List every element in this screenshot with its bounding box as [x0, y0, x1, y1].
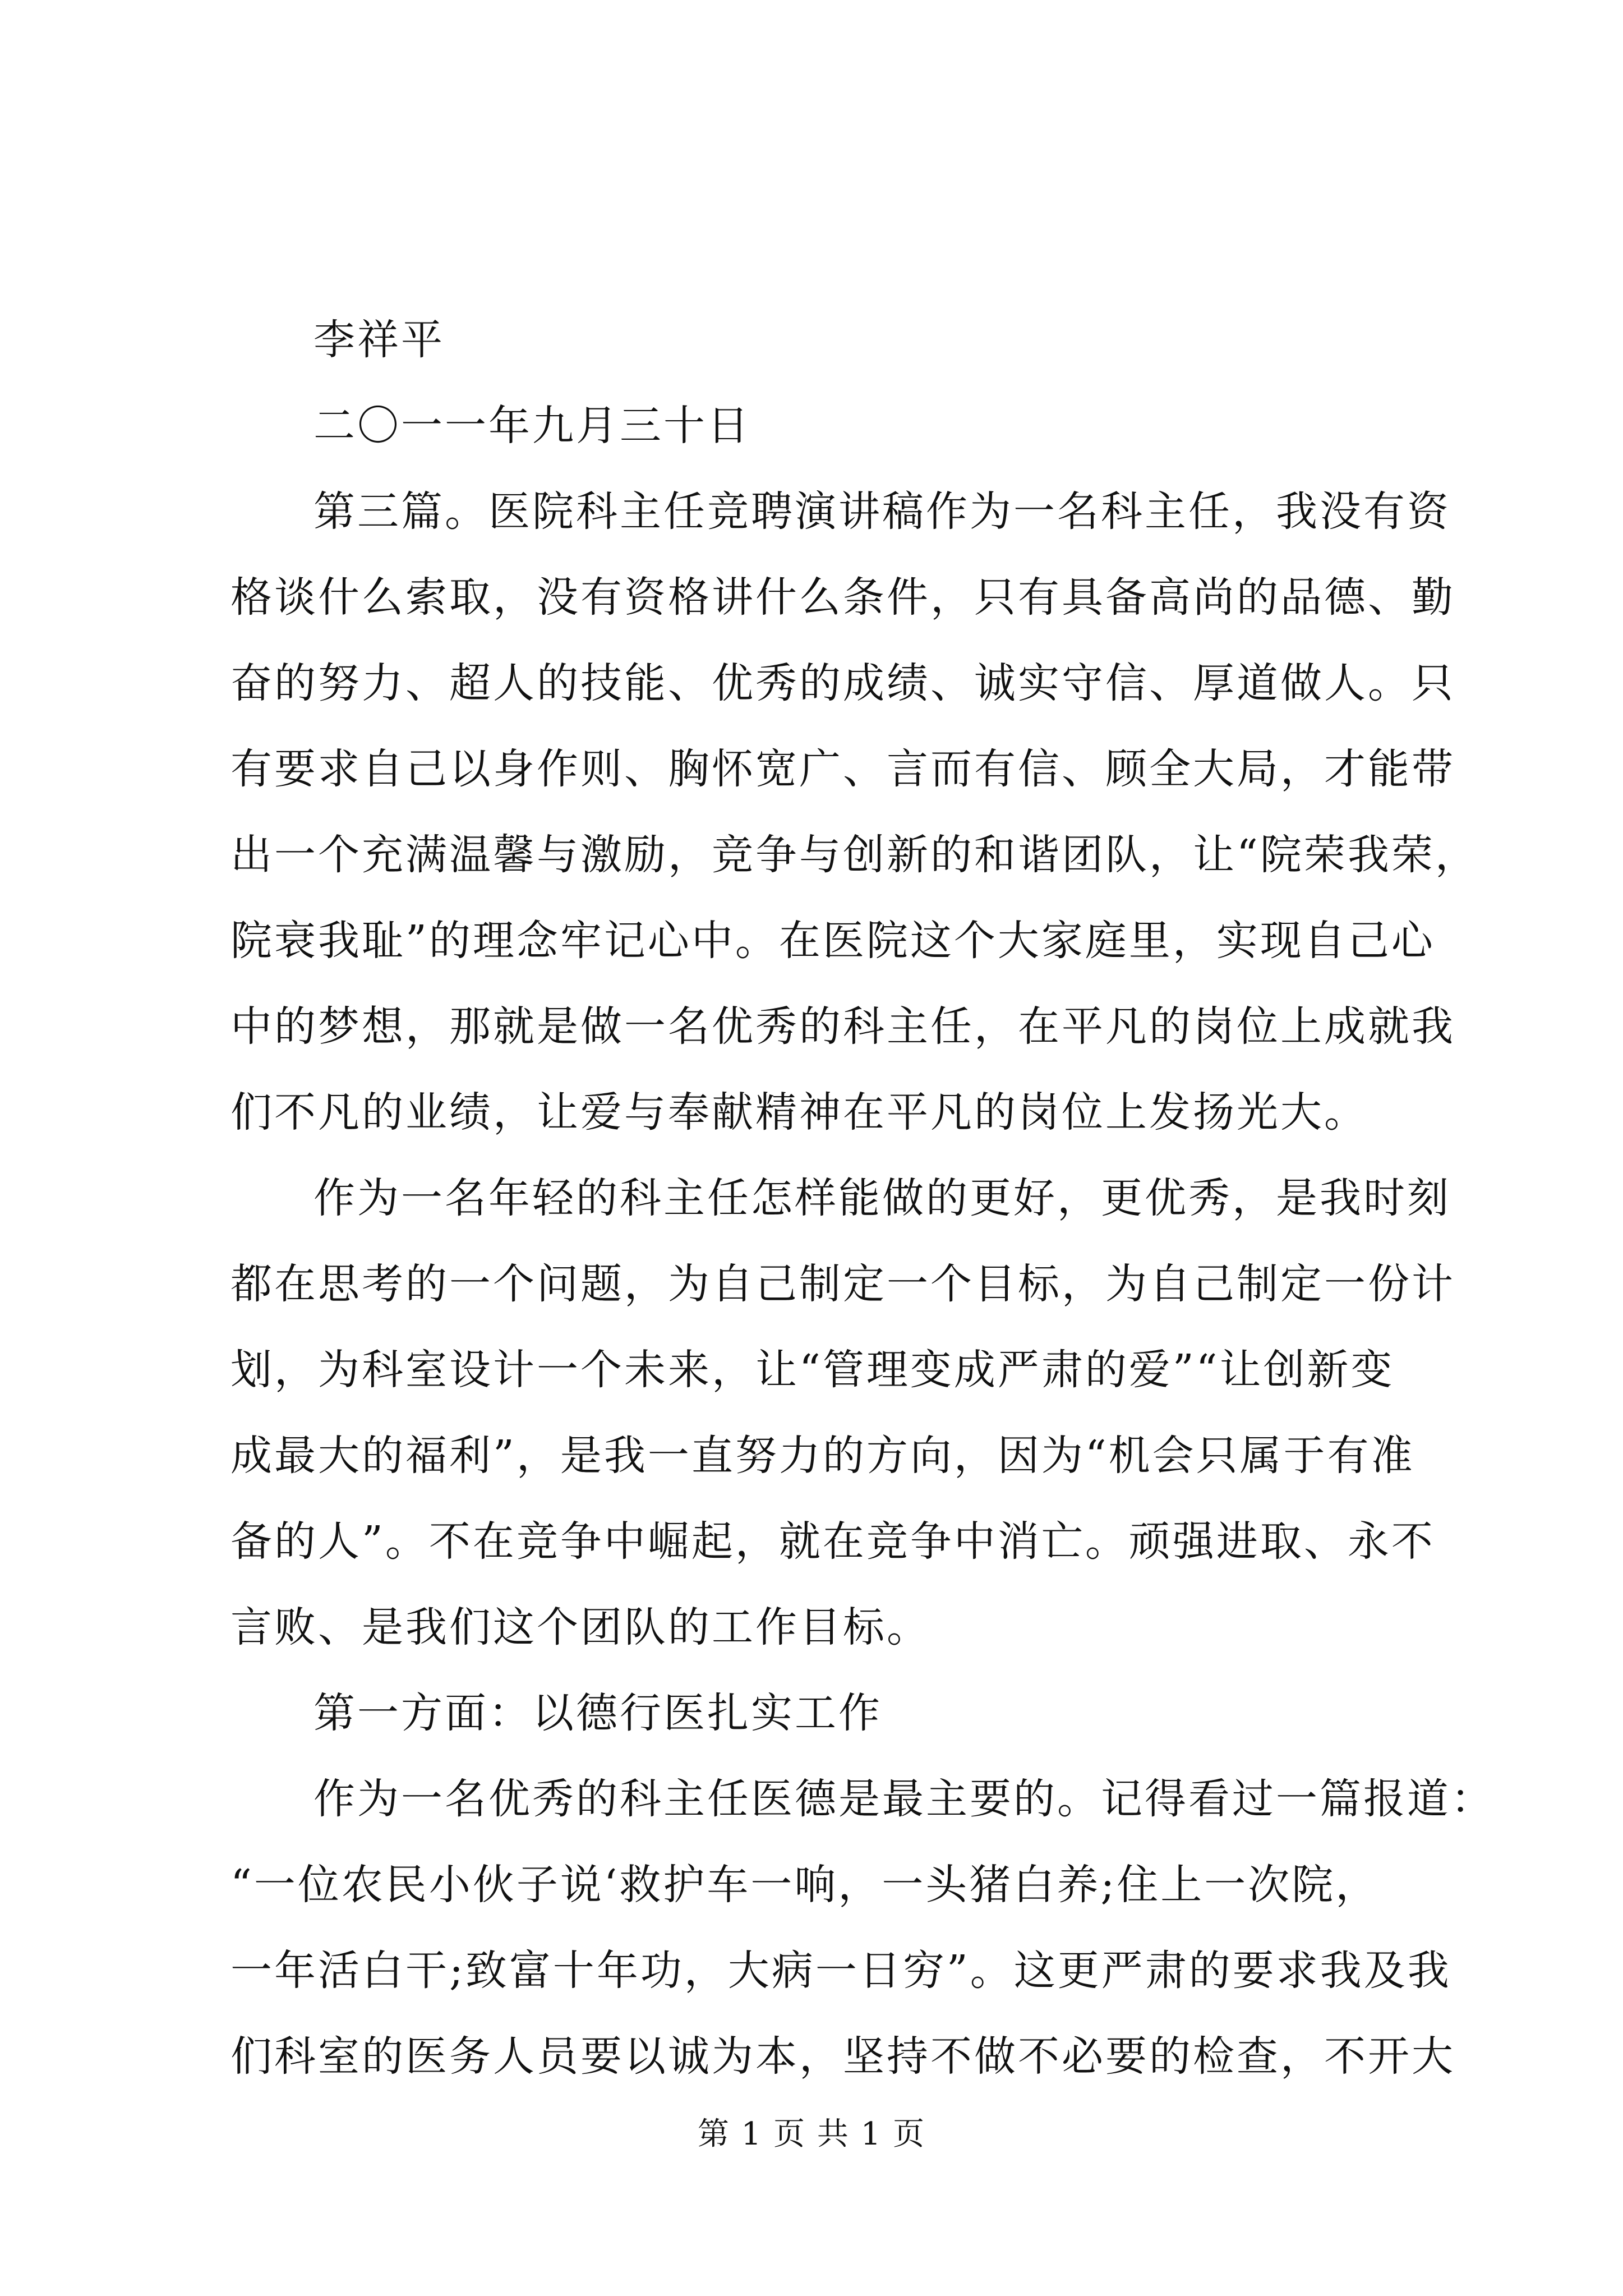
page-footer: 第 1 页 共 1 页 — [697, 2116, 926, 2152]
paragraph-line: 作为一名优秀的科主任医德是最主要的。记得看过一篇报道： — [313, 1775, 1495, 1823]
paragraph-1 — [230, 469, 1479, 1156]
paragraph-line: 出一个充满温馨与激励，竞争与创新的和谐团队，让“院荣我荣， — [230, 831, 1479, 879]
document-body — [230, 297, 1495, 2100]
section-heading — [230, 1671, 1397, 1756]
paragraph-line: 中的梦想，那就是做一名优秀的科主任，在平凡的岗位上成就我 — [230, 1002, 1455, 1051]
paragraph-line: 都在思考的一个问题，为自己制定一个目标，为自己制定一份计 — [230, 1260, 1455, 1308]
paragraph-3 — [230, 1756, 1495, 2100]
paragraph-line: 言败、是我们这个团队的工作目标。 — [230, 1603, 930, 1651]
paragraph-2 — [230, 1156, 1455, 1671]
paragraph-line: 们不凡的业绩，让爱与奉献精神在平凡的岗位上发扬光大。 — [230, 1088, 1368, 1137]
paragraph-line: 们科室的医务人员要以诚为本，坚持不做不必要的检查，不开大 — [230, 2032, 1455, 2081]
paragraph-line: 第三篇。医院科主任竞聘演讲稿作为一名科主任，我没有资 — [313, 487, 1451, 536]
paragraph-line: 格谈什么索取，没有资格讲什么条件，只有具备高尚的品德、勤 — [230, 573, 1455, 622]
paragraph-line: 划，为科室设计一个未来，让“管理变成严肃的爱”“让创新变 — [230, 1346, 1395, 1394]
paragraph-line: 成最大的福利”，是我一直努力的方向，因为“机会只属于有准 — [230, 1432, 1415, 1480]
section-heading-text: 第一方面：以德行医扎实工作 — [313, 1689, 882, 1737]
signature-name: 李祥平 — [313, 316, 445, 364]
paragraph-line: 奋的努力、超人的技能、优秀的成绩、诚实守信、厚道做人。只 — [230, 659, 1455, 707]
paragraph-line: 备的人”。不在竞争中崛起，就在竞争中消亡。顽强进取、永不 — [230, 1517, 1435, 1566]
paragraph-line: “一位农民小伙子说‘救护车一响，一头猪白养;住上一次院， — [230, 1861, 1380, 1909]
paragraph-line: 院衰我耻”的理念牢记心中。在医院这个大家庭里，实现自己心 — [230, 917, 1435, 965]
paragraph-line: 作为一名年轻的科主任怎样能做的更好，更优秀，是我时刻 — [313, 1174, 1451, 1222]
paragraph-line: 一年活白干;致富十年功，大病一日穷”。这更严肃的要求我及我 — [230, 1947, 1451, 1995]
signature-date: 二〇一一年九月三十日 — [313, 402, 751, 450]
paragraph-line: 有要求自己以身作则、胸怀宽广、言而有信、顾全大局，才能带 — [230, 745, 1455, 793]
